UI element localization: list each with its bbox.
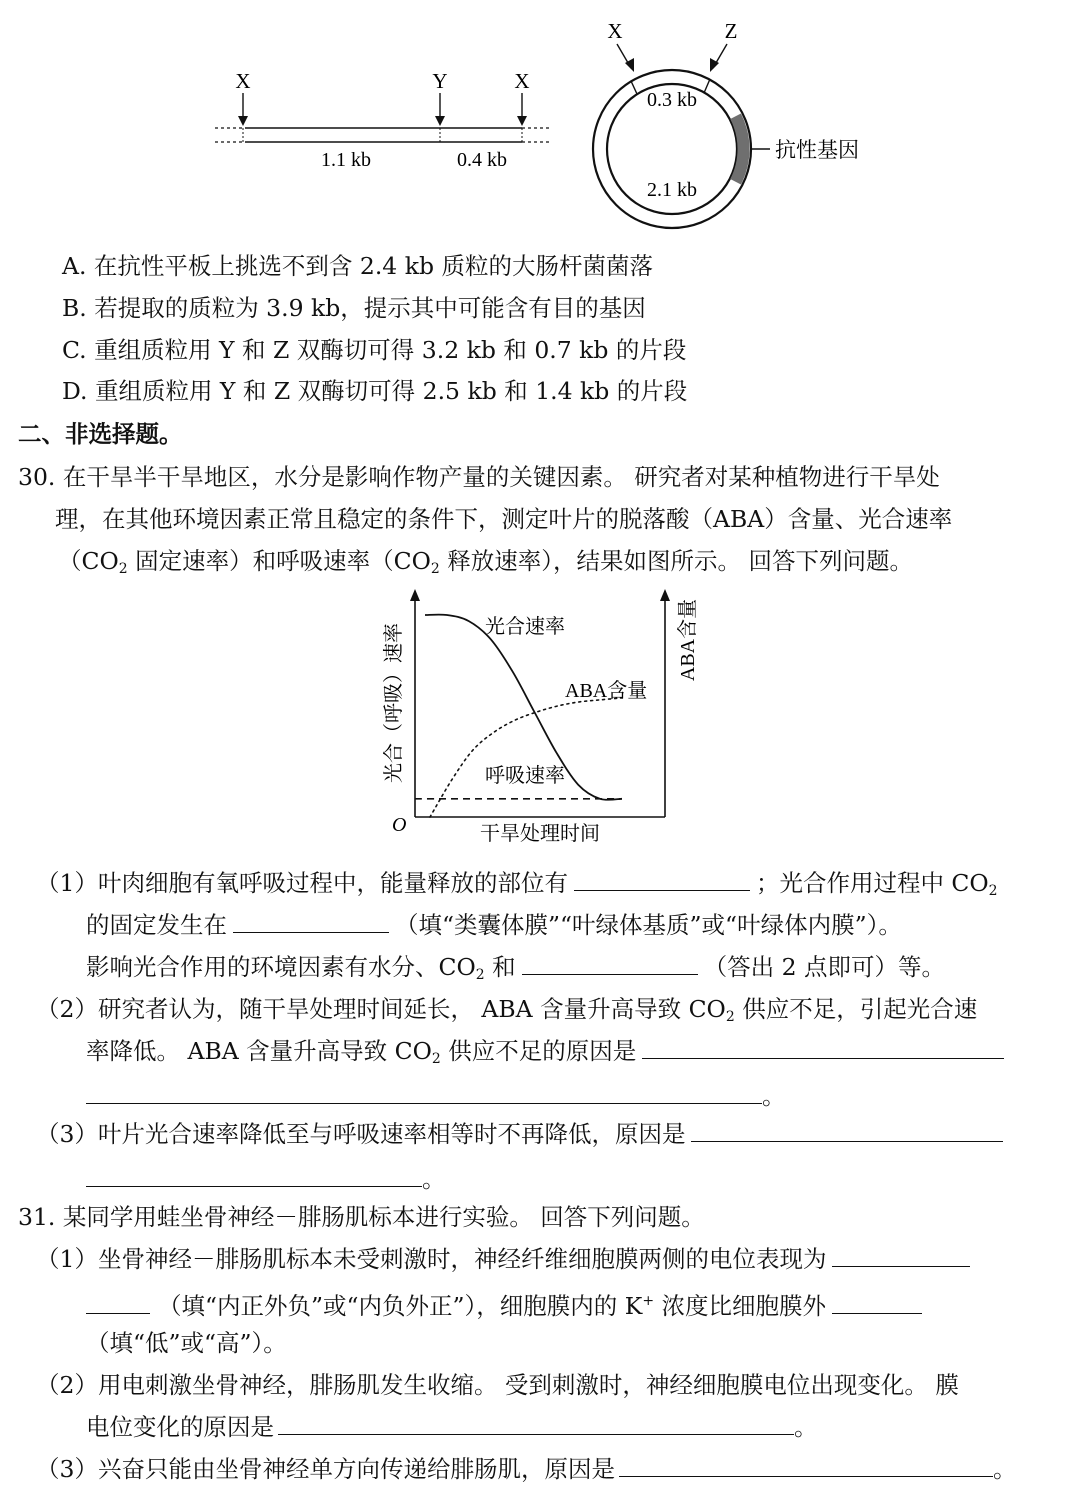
- plasmid-segment-label-1: 0.3 kb: [647, 89, 697, 111]
- plasmid-diagram: [593, 19, 859, 228]
- restriction-map-figure: [0, 0, 1080, 240]
- q31-part2-line2: 电位变化的原因是 。: [86, 1413, 818, 1441]
- q30-line3: （$CO_2$ 固定速率）和呼吸速率（$CO_2$ 释放速率），结果如图所示。 回答下列问题。: [58, 547, 914, 577]
- y-axis-right-label: ABA含量: [677, 598, 699, 682]
- q30-part1-line2: 的固定发生在 （填“类囊体膜”“叶绿体基质”或“叶绿体内膜”）。: [86, 911, 902, 939]
- q30-part2-line2: 率降低。 ABA 含量升高导致 $CO_2$ 供应不足的原因是: [86, 1035, 1004, 1075]
- site-arrow: [617, 44, 634, 72]
- option-c: C. 重组质粒用 Y 和 Z 双酶切可得 3.2 kb 和 0.7 kb 的片段: [62, 336, 687, 364]
- q30-part2-line3: 。: [86, 1080, 786, 1112]
- site-label-y: Y: [432, 69, 448, 93]
- series-label-respiration: 呼吸速率: [485, 765, 565, 787]
- site-arrow: [710, 44, 727, 72]
- q31-part2-line1: （2）用电刺激坐骨神经，腓肠肌发生收缩。 受到刺激时，神经细胞膜电位出现变化。 膜: [36, 1371, 959, 1399]
- plasmid-segment-label-2: 2.1 kb: [647, 179, 697, 201]
- q30-part1-line3: 影响光合作用的环境因素有水分、$CO_2$ 和 （答出 2 点即可）等。: [86, 953, 946, 983]
- series-label-aba: ABA含量: [565, 680, 648, 702]
- origin-label: O: [392, 814, 407, 836]
- plasmid-site-label-z: Z: [724, 19, 738, 43]
- resistance-gene-label: 抗性基因: [775, 138, 859, 162]
- site-arrow: [238, 93, 248, 126]
- q30-line1: 30. 在干旱半干旱地区，水分是影响作物产量的关键因素。 研究者对某种植物进行干旱处: [18, 463, 940, 491]
- site-arrow: [517, 93, 527, 126]
- option-d: D. 重组质粒用 Y 和 Z 双酶切可得 2.5 kb 和 1.4 kb 的片段: [62, 377, 688, 405]
- x-axis-label: 干旱处理时间: [480, 823, 600, 845]
- q31-part3-line1: （3）兴奋只能由坐骨神经单方向传递给腓肠肌，原因是 。: [36, 1455, 1017, 1483]
- option-b: B. 若提取的质粒为 3.9 kb，提示其中可能含有目的基因: [62, 294, 646, 322]
- segment-label-2: 0.4 kb: [457, 149, 507, 171]
- q31-part1-line1: （1）坐骨神经－腓肠肌标本未受刺激时，神经纤维细胞膜两侧的电位表现为: [36, 1243, 970, 1275]
- section-title: 二、非选择题。: [18, 420, 183, 448]
- q31-part1-line3: （填“低”或“高”）。: [86, 1329, 287, 1357]
- y-axis-right-arrow: [660, 589, 670, 601]
- q31-part1-line2: （填“内正外负”或“内负外正”），细胞膜内的 K+ 浓度比细胞膜外: [86, 1285, 922, 1322]
- q30-line2: 理，在其他环境因素正常且稳定的条件下，测定叶片的脱落酸（ABA）含量、光合速率: [55, 505, 953, 533]
- segment-label-1: 1.1 kb: [321, 149, 371, 171]
- q30-part2-line1: （2）研究者认为，随干旱处理时间延长， ABA 含量升高导致 $CO_2$ 供应不足，引起光合速: [36, 995, 978, 1025]
- y-axis-left-label: 光合（呼吸）速率: [383, 623, 405, 783]
- drought-chart: [360, 585, 720, 855]
- site-arrow: [435, 93, 445, 126]
- q31-title: 31. 某同学用蛙坐骨神经－腓肠肌标本进行实验。 回答下列问题。: [18, 1203, 705, 1231]
- q30-part3-line2: 。: [86, 1163, 446, 1195]
- site-label-x2: X: [514, 69, 530, 93]
- option-a: A. 在抗性平板上挑选不到含 2.4 kb 质粒的大肠杆菌菌落: [62, 252, 653, 280]
- y-axis-left-arrow: [410, 589, 420, 601]
- plasmid-site-label-x: X: [607, 19, 623, 43]
- series-label-photosynthesis: 光合速率: [485, 616, 565, 638]
- linear-dna-diagram: [215, 69, 552, 171]
- site-label-x1: X: [235, 69, 251, 93]
- q30-part1-line1: （1）叶肉细胞有氧呼吸过程中，能量释放的部位有 ；光合作用过程中 $CO_2$: [36, 869, 998, 899]
- q30-part3-line1: （3）叶片光合速率降低至与呼吸速率相等时不再降低，原因是: [36, 1118, 1003, 1150]
